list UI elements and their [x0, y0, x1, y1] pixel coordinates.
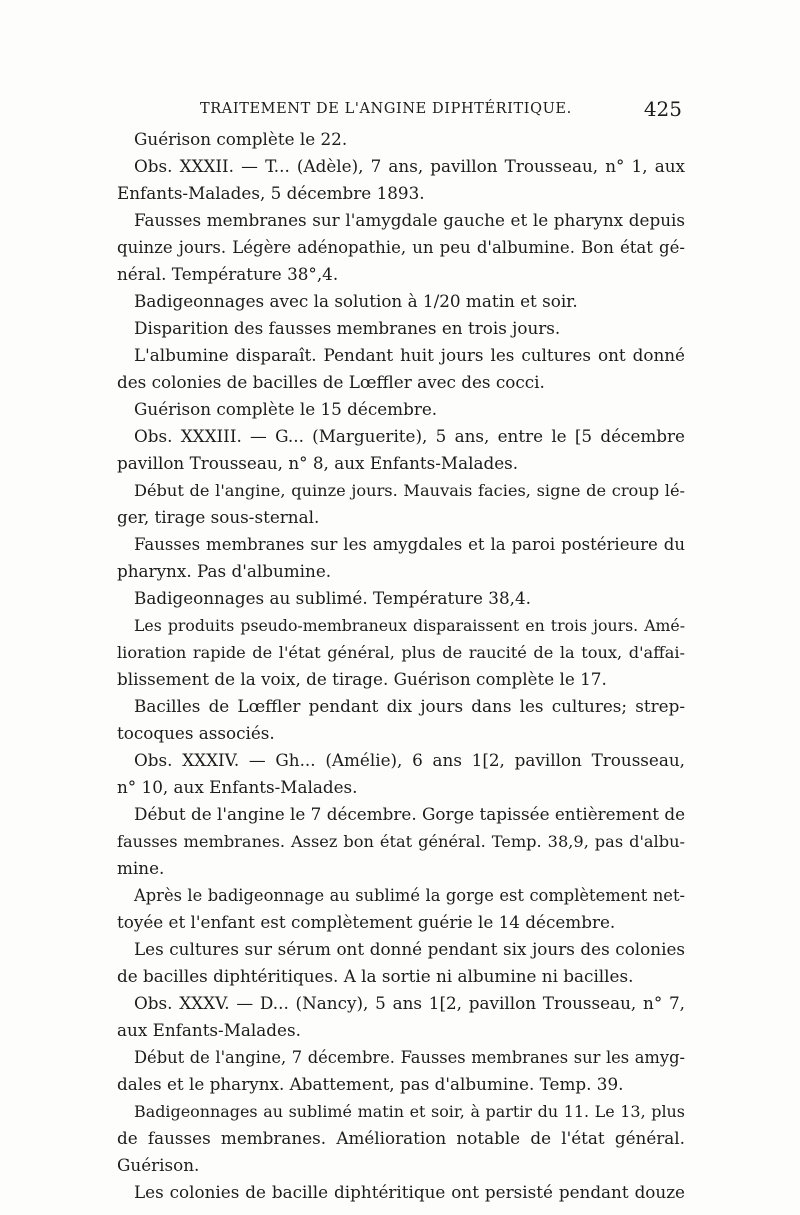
text-line: Enfants-Malades, 5 décembre 1893. — [117, 183, 425, 203]
text-line: Guérison complète le 22. — [134, 129, 348, 149]
text-line: Guérison. — [117, 1155, 200, 1175]
text-line: Fausses membranes sur l'amygdale gauche et le pharynx depuis — [134, 210, 685, 230]
text-line: de bacilles diphtéritiques. A la sortie ni albumine ni bacilles. — [117, 966, 634, 986]
text-line: Fausses membranes sur les amygdales et la paroi postérieure du — [134, 535, 685, 554]
text-line: lioration rapide de l'état général, plus de raucité de la toux, d'affai- — [117, 643, 685, 662]
text-line: Obs. XXXII. — T... (Adèle), 7 ans, pavillon Trousseau, n° 1, aux — [134, 156, 685, 176]
text-line: pharynx. Pas d'albumine. — [117, 561, 332, 581]
text-line: Badigeonnages au sublimé matin et soir, à partir du 11. Le 13, plus — [134, 1102, 685, 1121]
text-line: Début de l'angine, 7 décembre. Fausses membranes sur les amyg- — [134, 1048, 685, 1067]
text-line: Les cultures sur sérum ont donné pendant six jours des colonies — [134, 939, 685, 959]
text-line: Les produits pseudo-membraneux disparaissent en trois jours. Amé- — [134, 616, 685, 635]
running-head — [118, 97, 686, 127]
page-number: 425 — [643, 97, 682, 121]
text-line: Disparition des fausses membranes en trois jours. — [134, 318, 561, 338]
text-line: quinze jours. Légère adénopathie, un peu d'albumine. Bon état gé- — [117, 238, 685, 257]
text-line: blissement de la voix, de tirage. Guérison complète le 17. — [117, 669, 607, 689]
text-line: tocoques associés. — [117, 723, 275, 743]
text-line: pavillon Trousseau, n° 8, aux Enfants-Malades. — [117, 453, 519, 473]
text-line: Guérison complète le 15 décembre. — [134, 399, 438, 419]
text-line: L'albumine disparaît. Pendant huit jours les cultures ont donné — [134, 345, 685, 365]
text-line: Badigeonnages au sublimé. Température 38,4. — [134, 588, 531, 608]
text-line: Obs. XXXV. — D... (Nancy), 5 ans 1[2, pavillon Trousseau, n° 7, — [134, 993, 685, 1013]
text-line: Bacilles de Lœffler pendant dix jours dans les cultures; strep- — [134, 696, 685, 716]
body-text — [117, 126, 685, 1206]
text-line: néral. Température 38°,4. — [117, 264, 339, 284]
text-line: fausses membranes. Assez bon état général. Temp. 38,9, pas d'albu- — [117, 832, 685, 851]
text-line: dales et le pharynx. Abattement, pas d'albumine. Temp. 39. — [117, 1074, 624, 1094]
text-line: mine. — [117, 858, 165, 878]
text-line: Obs. XXXIII. — G... (Marguerite), 5 ans, entre le [5 décembre — [134, 426, 685, 446]
text-line: Après le badigeonnage au sublimé la gorge est complètement net- — [134, 886, 685, 905]
text-line: n° 10, aux Enfants-Malades. — [117, 777, 358, 797]
text-line: Les colonies de bacille diphtéritique ont persisté pendant douze — [134, 1182, 685, 1202]
text-line: aux Enfants-Malades. — [117, 1020, 301, 1040]
text-line: toyée et l'enfant est complètement guérie le 14 décembre. — [117, 912, 616, 932]
text-line: Début de l'angine, quinze jours. Mauvais facies, signe de croup lé- — [134, 481, 685, 500]
text-line: Début de l'angine le 7 décembre. Gorge tapissée entièrement de — [134, 804, 685, 824]
running-title: TRAITEMENT DE L'ANGINE DIPHTÉRITIQUE. — [200, 101, 572, 117]
text-line: de fausses membranes. Amélioration notable de l'état général. — [117, 1128, 685, 1148]
text-line: ger, tirage sous-sternal. — [117, 507, 320, 527]
text-line: Obs. XXXIV. — Gh... (Amélie), 6 ans 1[2, pavillon Trousseau, — [134, 750, 685, 770]
text-line: Badigeonnages avec la solution à 1/20 matin et soir. — [134, 291, 578, 311]
text-line: des colonies de bacilles de Lœffler avec des cocci. — [117, 372, 545, 392]
